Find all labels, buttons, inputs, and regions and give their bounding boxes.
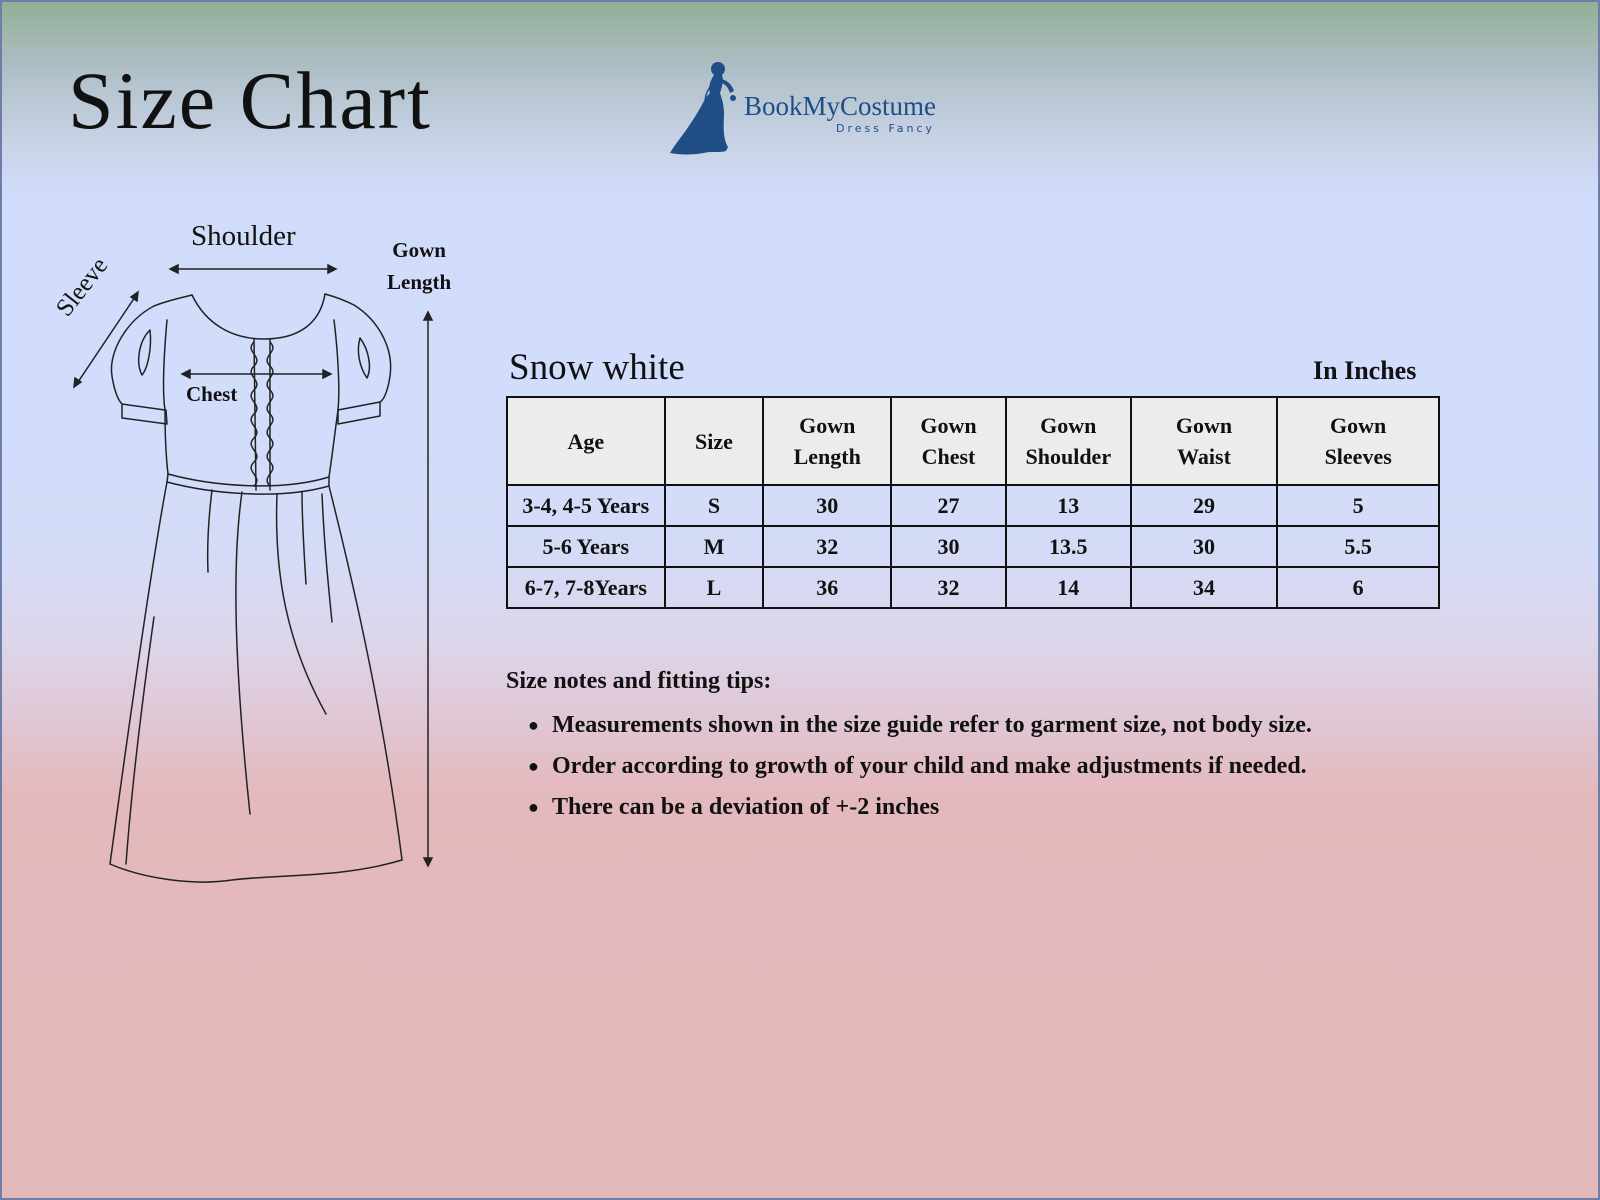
header-gown-sleeves-line2: Sleeves xyxy=(1324,444,1392,469)
bullet-icon: ● xyxy=(528,715,539,735)
header-gown-length-line1: Gown xyxy=(799,413,856,438)
gown-hem xyxy=(110,860,402,882)
table-cell-gown-sleeves: 6 xyxy=(1277,567,1439,608)
logo-brand-text: BookMyCostume xyxy=(744,91,937,121)
header-gown-shoulder-line1: Gown xyxy=(1040,413,1097,438)
list-item xyxy=(528,787,1312,828)
shoulder-label: Shoulder xyxy=(191,220,296,252)
header-gown-waist xyxy=(1131,397,1278,485)
gown-length-label xyxy=(387,234,451,298)
fitting-notes xyxy=(506,668,1312,828)
note-text: Order according to growth of your child and make adjustments if needed. xyxy=(552,753,1307,779)
page-title: Size Chart xyxy=(68,55,432,146)
table-cell-gown-waist: 29 xyxy=(1131,485,1278,526)
table-cell-size: L xyxy=(665,567,764,608)
header-gown-length-line2: Length xyxy=(793,444,861,469)
header-gown-shoulder xyxy=(1006,397,1131,485)
header-gown-sleeves-line1: Gown xyxy=(1330,413,1387,438)
header-size xyxy=(665,397,764,485)
table-row xyxy=(507,567,1439,608)
table-row xyxy=(507,526,1439,567)
gown-right-shoulder xyxy=(325,294,354,305)
header-gown-length xyxy=(763,397,891,485)
table-cell-gown-shoulder: 14 xyxy=(1006,567,1131,608)
costume-name: Snow white xyxy=(509,347,685,388)
gown-waistband xyxy=(168,474,329,486)
gown-skirt xyxy=(110,482,167,864)
bullet-icon: ● xyxy=(528,756,539,776)
units-label: In Inches xyxy=(1313,356,1417,385)
gown-right-sleeve xyxy=(334,305,391,410)
list-item xyxy=(528,705,1312,746)
gown-bodice xyxy=(192,294,325,339)
table-cell-size: S xyxy=(665,485,764,526)
sleeve-measure-arrow xyxy=(76,294,137,385)
gown-diagram xyxy=(2,2,482,902)
table-cell-gown-length: 36 xyxy=(763,567,891,608)
table-cell-size: M xyxy=(665,526,764,567)
header-gown-waist-line1: Gown xyxy=(1175,413,1233,438)
table-cell-gown-shoulder: 13 xyxy=(1006,485,1131,526)
table-cell-gown-length: 30 xyxy=(763,485,891,526)
notes-heading: Size notes and fitting tips: xyxy=(506,668,772,694)
table-cell-age: 6-7, 7-8Years xyxy=(507,567,665,608)
logo-tagline: Dress Fancy xyxy=(836,122,936,135)
table-cell-gown-sleeves: 5.5 xyxy=(1277,526,1439,567)
table-cell-gown-sleeves: 5 xyxy=(1277,485,1439,526)
gown-length-label-line1: Gown xyxy=(392,238,446,262)
header-gown-waist-line2: Waist xyxy=(1177,444,1231,469)
table-cell-gown-shoulder: 13.5 xyxy=(1006,526,1131,567)
table-cell-age: 3-4, 4-5 Years xyxy=(507,485,665,526)
list-item xyxy=(528,746,1312,787)
sleeve-label: Sleeve xyxy=(51,252,114,322)
header-size-text: Size xyxy=(695,428,733,454)
chest-label: Chest xyxy=(186,382,238,406)
header-gown-chest xyxy=(891,397,1006,485)
size-table xyxy=(506,396,1440,609)
table-cell-gown-length: 32 xyxy=(763,526,891,567)
header-gown-chest-line1: Gown xyxy=(920,413,977,438)
header-gown-shoulder-line2: Shoulder xyxy=(1025,444,1112,469)
gown-left-shoulder xyxy=(154,295,192,306)
table-cell-gown-chest: 32 xyxy=(891,567,1006,608)
table-row xyxy=(507,485,1439,526)
header-age-text: Age xyxy=(567,428,605,454)
table-cell-gown-chest: 30 xyxy=(891,526,1006,567)
note-text: Measurements shown in the size guide refer to garment size, not body size. xyxy=(552,712,1312,738)
table-cell-gown-waist: 34 xyxy=(1131,567,1278,608)
size-table-header-row xyxy=(507,397,1439,485)
notes-list xyxy=(506,705,1312,828)
table-cell-age: 5-6 Years xyxy=(507,526,665,567)
bullet-icon: ● xyxy=(528,797,539,817)
header-gown-sleeves xyxy=(1277,397,1439,485)
note-text: There can be a deviation of +-2 inches xyxy=(552,794,940,820)
header-age xyxy=(507,397,665,485)
header-gown-chest-line2: Chest xyxy=(921,444,976,469)
gown-length-label-line2: Length xyxy=(387,270,452,294)
table-cell-gown-chest: 27 xyxy=(891,485,1006,526)
table-cell-gown-waist: 30 xyxy=(1131,526,1278,567)
brand-logo xyxy=(670,57,950,157)
